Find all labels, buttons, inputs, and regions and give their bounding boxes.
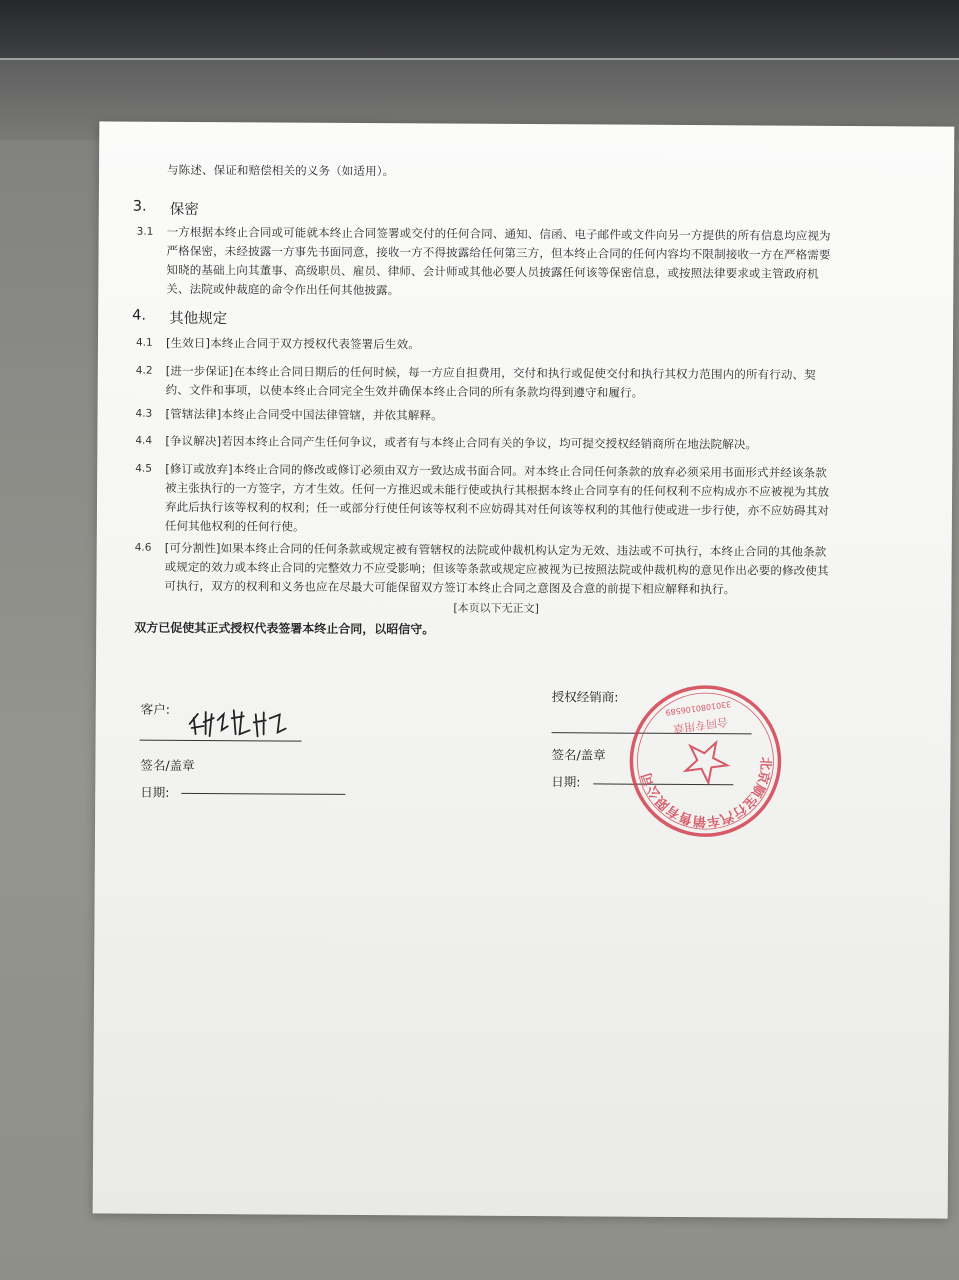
section-4-title: 其他规定: [169, 310, 228, 328]
seal-number: 3301080106589: [664, 699, 732, 717]
clause-4-5-line: 被主张执行的一方签字，方才生效。任何一方推迟或未能行使或执行其根据本终止合同享有的任何权利不应构成亦不应被视为其放: [165, 480, 830, 499]
monitor-edge: [0, 0, 959, 60]
clause-4-4-line: [争议解决]若因本终止合同产生任何争议，或者有与本终止合同有关的争议，均可提交授权经销商所在地法院解决。: [165, 433, 758, 452]
seal-arc-text: 北京顺宝行汽车销售有限公司: [639, 756, 773, 829]
dealer-label: 授权经销商:: [551, 689, 619, 705]
customer-sign-label: 签名/盖章: [140, 757, 195, 773]
clause-4-6-line: 或规定的效力或本终止合同的完整效力不应受影响；但该等条款或规定应被视为已按照法院或仲裁机构的意见作出必要的修改使其: [164, 559, 829, 578]
dealer-sign-label: 签名/盖章: [551, 747, 606, 763]
dealer-date-label: 日期:: [551, 774, 581, 790]
clause-4-3-line: [管辖法律]本终止合同受中国法律管辖，并依其解释。: [165, 406, 443, 423]
clause-3-1-line: 关、法院或仲裁庭的命令作出任何其他披露。: [166, 281, 400, 298]
clause-3-1-line: 一方根据本终止合同或可能就本终止合同签署或交付的任何合同、通知、信函、电子邮件或文件向另一方提供的所有信息均应视为: [166, 224, 831, 243]
clause-3-1-number: 3.1: [136, 225, 154, 238]
no-text-note: [本页以下无正文]: [453, 601, 540, 616]
clause-4-1-number: 4.1: [135, 336, 153, 349]
clause-4-2-number: 4.2: [135, 364, 153, 377]
clause-4-1-line: [生效日]本终止合同于双方授权代表签署后生效。: [165, 335, 420, 352]
section-3-number: 3.: [132, 198, 147, 215]
clause-3-1-line: 知晓的基础上向其董事、高级职员、雇员、律师、会计师或其他必要人员披露任何该等保密信息，或按照法律要求或主管政府机: [166, 262, 819, 281]
customer-date-line: [181, 793, 345, 795]
intro-line: 与陈述、保证和赔偿相关的义务（如适用）。: [167, 162, 395, 179]
clause-3-1-line: 严格保密，未经披露一方事先书面同意，接收一方不得披露给任何第三方，但本终止合同的任何内容均不限制接收一方在严格需要: [166, 243, 831, 262]
company-seal: [625, 681, 786, 842]
clause-4-3-number: 4.3: [135, 407, 153, 420]
section-3-title: 保密: [169, 201, 199, 219]
clause-4-5-line: [修订或放弃]本终止合同的修改或修订必须由双方一致达成书面合同。对本终止合同任何条款的放弃必须采用书面形式并经该条款: [165, 461, 827, 480]
clause-4-5-line: 任何其他权利的任何行使。: [164, 518, 305, 534]
section-4-number: 4.: [132, 307, 147, 324]
clause-4-5-line: 弃此后执行该等权利的权利；任一或部分行使任何该等权利不应妨碍其对任何该等权利的其他行使或进一步行使，亦不应妨碍其对: [164, 499, 830, 518]
clause-4-6-number: 4.6: [134, 541, 152, 554]
clause-4-4-number: 4.4: [135, 434, 153, 447]
clause-4-2-line: [进一步保证]在本终止合同日期后的任何时候，每一方应自担费用，交付和执行或促使交付和执行其权力范围内的所有行动、契: [165, 363, 816, 382]
seal-bottom-text: 合同专用章: [672, 714, 729, 736]
clause-4-2-line: 约、文件和事项，以使本终止合同完全生效并确保本终止合同的所有条款均得到遵守和履行。: [165, 382, 644, 400]
closing-statement: 双方已促使其正式授权代表签署本终止合同，以昭信守。: [134, 620, 435, 637]
customer-date-label: 日期:: [140, 784, 170, 800]
customer-signature: [184, 700, 304, 745]
clause-4-5-number: 4.5: [135, 462, 152, 475]
document-page: [93, 121, 955, 1218]
customer-label: 客户:: [140, 701, 171, 717]
clause-4-6-line: 可执行，双方的权利和义务也应在尽最大可能保留双方签订本终止合同之意图及合意的前提下相应解释和执行。: [164, 578, 736, 597]
clause-4-6-line: [可分割性]如果本终止合同的任何条款或规定被有管辖权的法院或仲裁机构认定为无效、违法或不可执行，本终止合同的其他条款: [164, 540, 827, 559]
